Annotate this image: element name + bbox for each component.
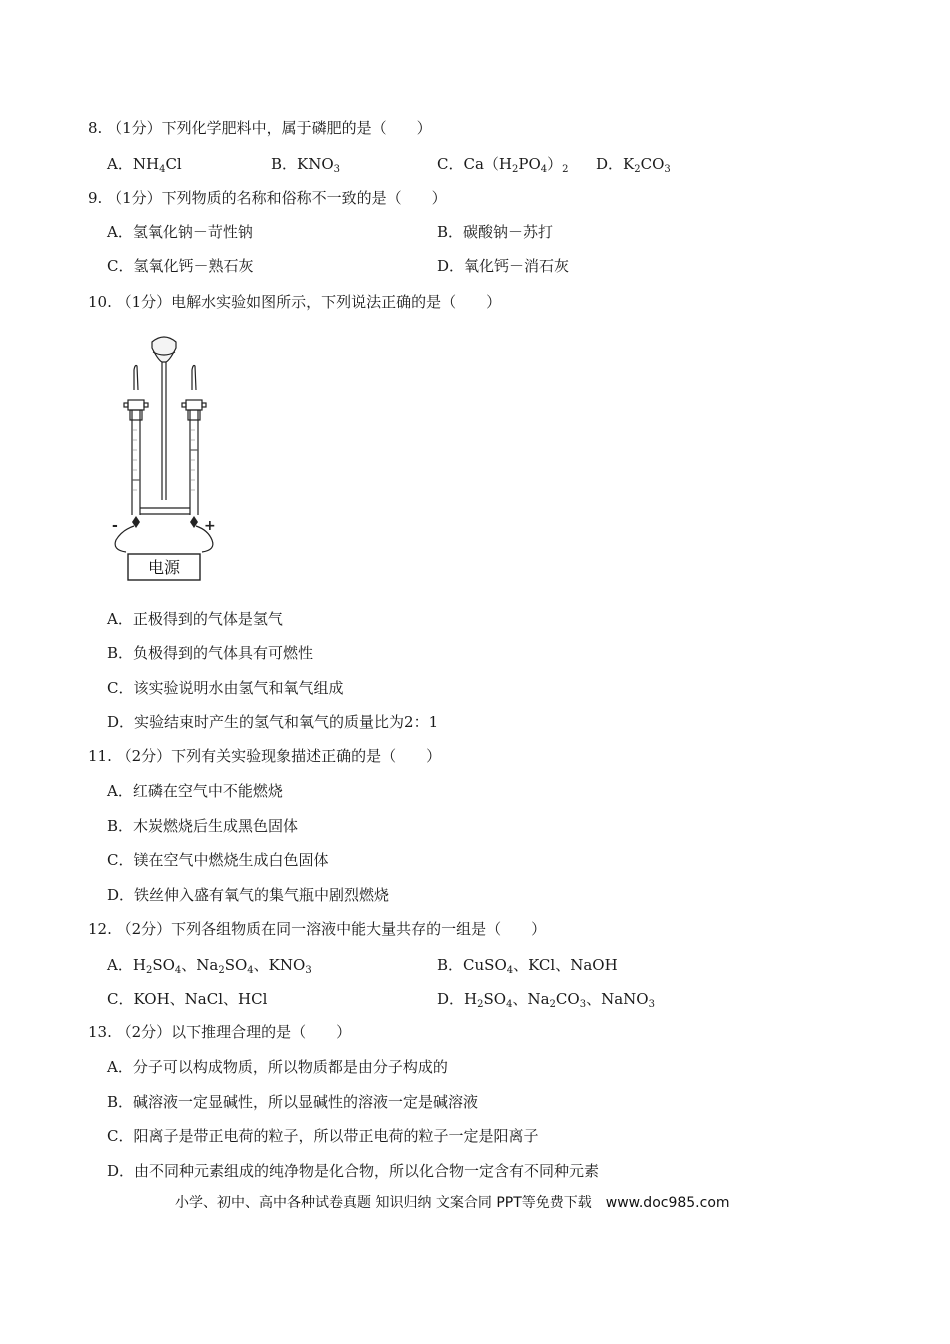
question-12-option-b[interactable]: B．CuSO$_4$、KCl、NaOH bbox=[437, 956, 618, 976]
question-11-option-a[interactable]: A．红磷在空气中不能燃烧 bbox=[107, 782, 283, 800]
question-9-stem: 9. （1分）下列物质的名称和俗称不一致的是（ ） bbox=[88, 189, 447, 207]
question-12-option-a[interactable]: A．$H_2SO_4$、$Na_2SO_4$、$KNO_3$ bbox=[107, 956, 312, 976]
question-13-option-c[interactable]: C．阳离子是带正电荷的粒子，所以带正电荷的粒子一定是阳离子 bbox=[107, 1127, 539, 1145]
question-13-option-a[interactable]: A．分子可以构成物质，所以物质都是由分子构成的 bbox=[107, 1058, 448, 1076]
positive-electrode-sign: + bbox=[204, 518, 216, 534]
question-11-stem: 11. （2分）下列有关实验现象描述正确的是（ ） bbox=[88, 747, 442, 765]
question-9-option-b[interactable]: B．碳酸钠－苏打 bbox=[437, 223, 554, 241]
question-10-stem: 10. （1分）电解水实验如图所示，下列说法正确的是（ ） bbox=[88, 293, 502, 311]
electrolysis-diagram bbox=[104, 330, 224, 586]
question-9-option-d[interactable]: D．氧化钙－消石灰 bbox=[437, 257, 570, 275]
question-10-option-a[interactable]: A．正极得到的气体是氢气 bbox=[107, 610, 283, 628]
question-8-option-d[interactable]: D．$K_2CO_3$ bbox=[596, 155, 671, 175]
question-10-option-d[interactable]: D．实验结束时产生的氢气和氧气的质量比为2：1 bbox=[107, 713, 439, 731]
question-8-option-b[interactable]: B．$KNO_3$ bbox=[271, 155, 341, 175]
question-8-stem: 8. （1分）下列化学肥料中，属于磷肥的是（ ） bbox=[88, 119, 432, 137]
negative-electrode-sign: - bbox=[112, 518, 118, 534]
question-13-stem: 13. （2分）以下推理合理的是（ ） bbox=[88, 1023, 352, 1041]
question-8-option-a[interactable]: A．$NH_4Cl$ bbox=[107, 155, 182, 175]
electrolysis-apparatus-figure bbox=[104, 330, 224, 586]
question-13-option-b[interactable]: B．碱溶液一定显碱性，所以显碱性的溶液一定是碱溶液 bbox=[107, 1093, 479, 1111]
power-supply-label: 电源 bbox=[147, 558, 181, 577]
question-11-option-c[interactable]: C．镁在空气中燃烧生成白色固体 bbox=[107, 851, 329, 869]
question-9-option-c[interactable]: C．氢氧化钙－熟石灰 bbox=[107, 257, 254, 275]
question-8-option-c[interactable]: C．$Ca(H_2PO_4)_2$ bbox=[437, 155, 569, 175]
question-11-option-d[interactable]: D．铁丝伸入盛有氧气的集气瓶中剧烈燃烧 bbox=[107, 886, 390, 904]
question-12-option-c[interactable]: C．KOH、NaCl、HCl bbox=[107, 990, 268, 1008]
question-9-option-a[interactable]: A．氢氧化钠－苛性钠 bbox=[107, 223, 253, 241]
question-10-option-b[interactable]: B．负极得到的气体具有可燃性 bbox=[107, 644, 314, 662]
question-11-option-b[interactable]: B．木炭燃烧后生成黑色固体 bbox=[107, 817, 299, 835]
question-12-stem: 12. （2分）下列各组物质在同一溶液中能大量共存的一组是（ ） bbox=[88, 920, 547, 938]
question-12-option-d[interactable]: D．$H_2SO_4$、$Na_2CO_3$、NaNO$_3$ bbox=[437, 990, 655, 1010]
question-10-option-c[interactable]: C．该实验说明水由氢气和氧气组成 bbox=[107, 679, 344, 697]
question-13-option-d[interactable]: D．由不同种元素组成的纯净物是化合物，所以化合物一定含有不同种元素 bbox=[107, 1162, 600, 1180]
page-footer: 小学、初中、高中各种试卷真题 知识归纳 文案合同 PPT等免费下载 www.doc985.com bbox=[175, 1195, 730, 1211]
